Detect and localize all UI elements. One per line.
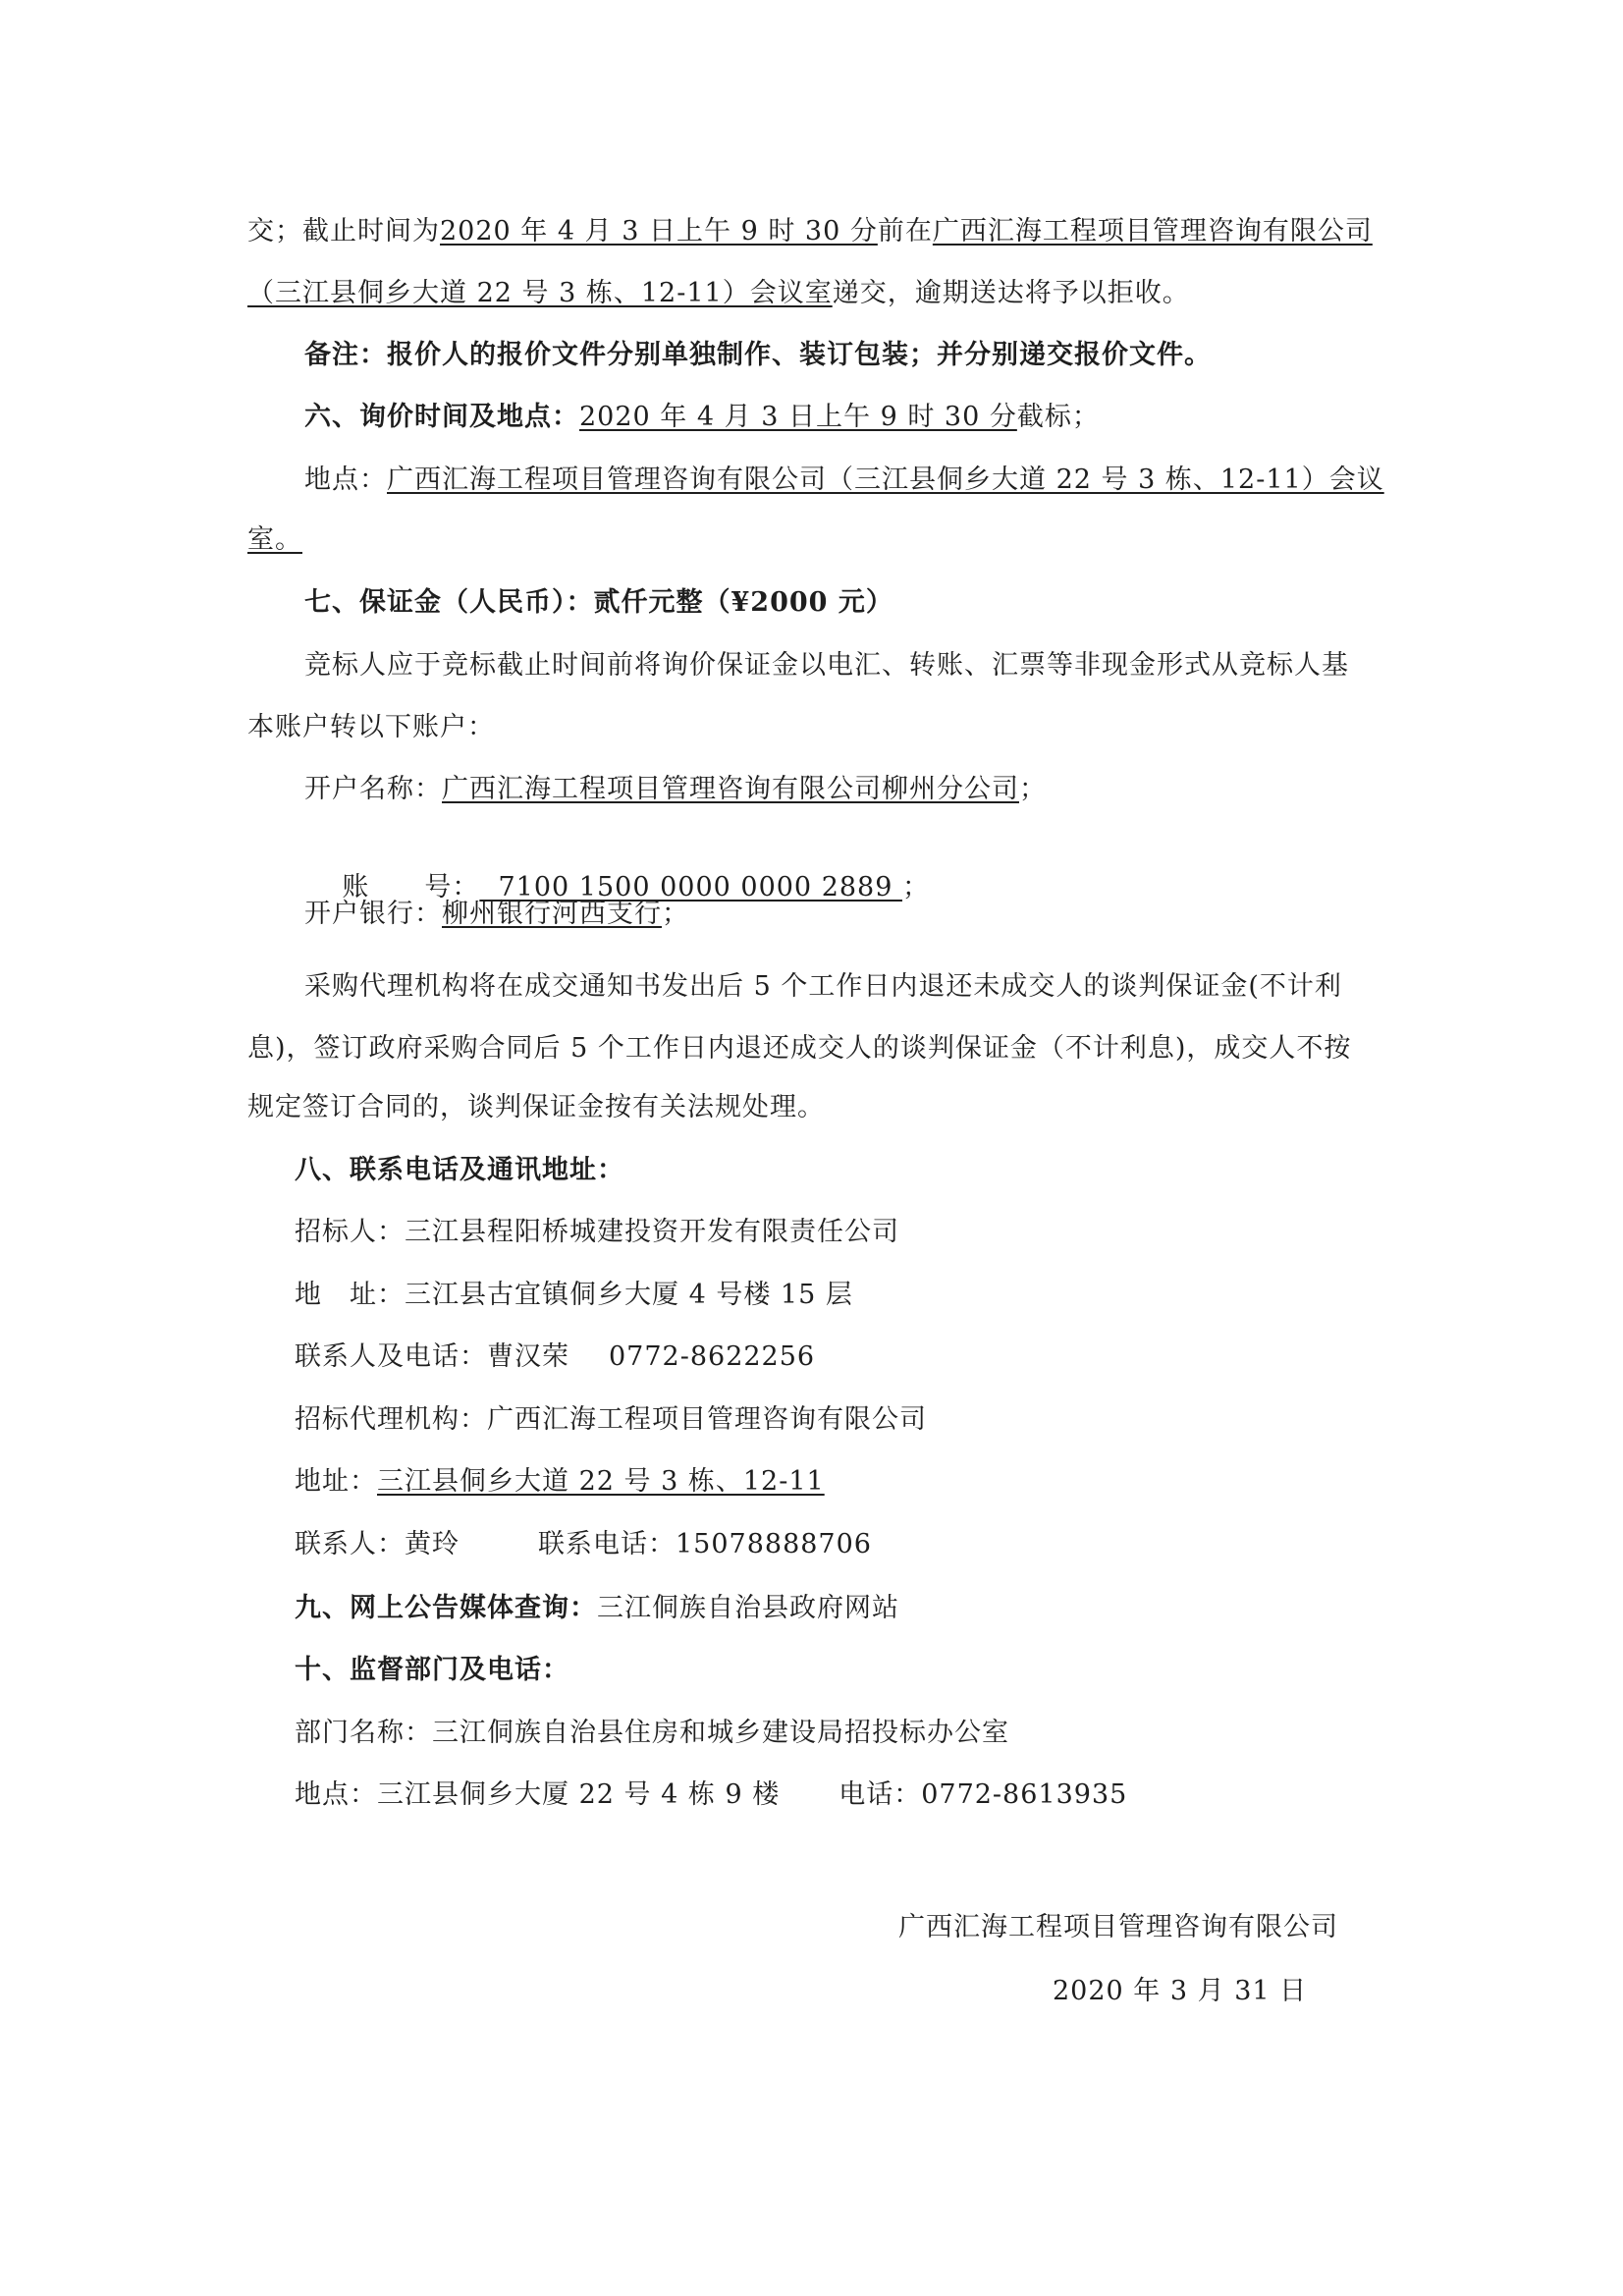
deposit-intro-line-2: 本账户转以下账户： bbox=[247, 712, 495, 742]
meeting-room-address: （三江县侗乡大道 22 号 3 栋、12-11）会议室 bbox=[247, 278, 833, 308]
signature-company: 广西汇海工程项目管理咨询有限公司 bbox=[898, 1912, 1338, 1942]
refund-line-2: 息)，签订政府采购合同后 5 个工作日内退还成交人的谈判保证金（不计利息)，成交人不按 bbox=[247, 1033, 1352, 1064]
agency-contact-phone: 联系电话：15078888706 bbox=[538, 1529, 872, 1559]
agency-address: 三江县侗乡大道 22 号 3 栋、12-11 bbox=[377, 1466, 825, 1497]
account-name-label: 开户名称： bbox=[304, 774, 442, 804]
deadline-prefix: 交；截止时间为 bbox=[247, 216, 440, 246]
section-9-line bbox=[295, 1591, 899, 1626]
supervision-contact-line bbox=[295, 1777, 1127, 1813]
place-label: 地点： bbox=[304, 465, 387, 495]
contact-phone: 0772-8622256 bbox=[609, 1341, 816, 1372]
account-number-suffix: ； bbox=[902, 872, 930, 902]
supervision-address: 地点：三江县侗乡大厦 22 号 4 栋 9 楼 bbox=[295, 1779, 781, 1810]
account-name-suffix: ； bbox=[1019, 774, 1047, 804]
bank-name: 柳州银行河西支行 bbox=[442, 899, 662, 929]
inquiry-time-suffix: 截标； bbox=[1016, 402, 1100, 432]
section-10-heading: 十、监督部门及电话： bbox=[295, 1655, 569, 1685]
account-name-line bbox=[304, 772, 1047, 807]
bank-suffix: ； bbox=[662, 899, 689, 929]
account-name: 广西汇海工程项目管理咨询有限公司柳州分公司 bbox=[442, 774, 1019, 804]
bank-label: 开户银行： bbox=[304, 899, 442, 929]
place-value: 广西汇海工程项目管理咨询有限公司（三江县侗乡大道 22 号 3 栋、12-11）会议 bbox=[387, 465, 1384, 495]
refund-line-1: 采购代理机构将在成交通知书发出后 5 个工作日内退还未成交人的谈判保证金(不计利 bbox=[304, 971, 1342, 1002]
place-value-cont: 室。 bbox=[247, 524, 302, 555]
tenderer-contact-line bbox=[295, 1339, 815, 1375]
section-6-place-line bbox=[304, 463, 1384, 498]
deadline-connector: 前在 bbox=[877, 216, 933, 246]
agency-address-label: 地址： bbox=[295, 1466, 377, 1497]
agency-address-line bbox=[295, 1464, 825, 1500]
agency-contact-person: 联系人：黄玲 bbox=[295, 1529, 460, 1559]
contact-person: 联系人及电话：曹汉荣 bbox=[295, 1341, 569, 1372]
agency-contact-line bbox=[295, 1527, 872, 1562]
section-7-heading: 七、保证金（人民币）：贰仟元整（¥2000 元） bbox=[304, 587, 893, 618]
submission-line-2 bbox=[247, 276, 1190, 311]
section-8-heading: 八、联系电话及通讯地址： bbox=[295, 1155, 624, 1185]
section-6-line bbox=[304, 400, 1100, 435]
refund-line-3: 规定签订合同的，谈判保证金按有关法规处理。 bbox=[247, 1092, 825, 1122]
tenderer-address-line: 地 址：三江县古宜镇侗乡大厦 4 号楼 15 层 bbox=[295, 1280, 853, 1310]
supervision-phone: 电话：0772-8613935 bbox=[839, 1779, 1128, 1810]
late-rejection-text: 递交，逾期送达将予以拒收。 bbox=[832, 278, 1190, 308]
account-number: 7100 1500 0000 0000 2889 bbox=[479, 872, 902, 902]
section-6-place-line-2 bbox=[247, 522, 302, 558]
deposit-intro-line-1: 竞标人应于竞标截止时间前将询价保证金以电汇、转账、汇票等非现金形式从竞标人基 bbox=[304, 650, 1349, 681]
media-website: 三江侗族自治县政府网站 bbox=[597, 1593, 899, 1623]
section-6-heading: 六、询价时间及地点： bbox=[304, 402, 579, 432]
submission-line-1 bbox=[247, 214, 1373, 249]
bank-line bbox=[304, 897, 689, 932]
agency-company-name: 广西汇海工程项目管理咨询有限公司 bbox=[932, 216, 1373, 246]
note-line: 备注：报价人的报价文件分别单独制作、装订包装；并分别递交报价文件。 bbox=[304, 340, 1212, 370]
account-number-label: 账 号： bbox=[342, 872, 480, 902]
signature-date: 2020 年 3 月 31 日 bbox=[1053, 1976, 1308, 2006]
deadline-time: 2020 年 4 月 3 日上午 9 时 30 分 bbox=[440, 216, 878, 246]
inquiry-time: 2020 年 4 月 3 日上午 9 时 30 分 bbox=[579, 402, 1017, 432]
agency-line: 招标代理机构：广西汇海工程项目管理咨询有限公司 bbox=[295, 1404, 927, 1435]
tenderer-line: 招标人：三江县程阳桥城建投资开发有限责任公司 bbox=[295, 1217, 899, 1247]
supervision-dept-line: 部门名称：三江侗族自治县住房和城乡建设局招投标办公室 bbox=[295, 1718, 1009, 1748]
section-9-heading: 九、网上公告媒体查询： bbox=[295, 1593, 597, 1623]
